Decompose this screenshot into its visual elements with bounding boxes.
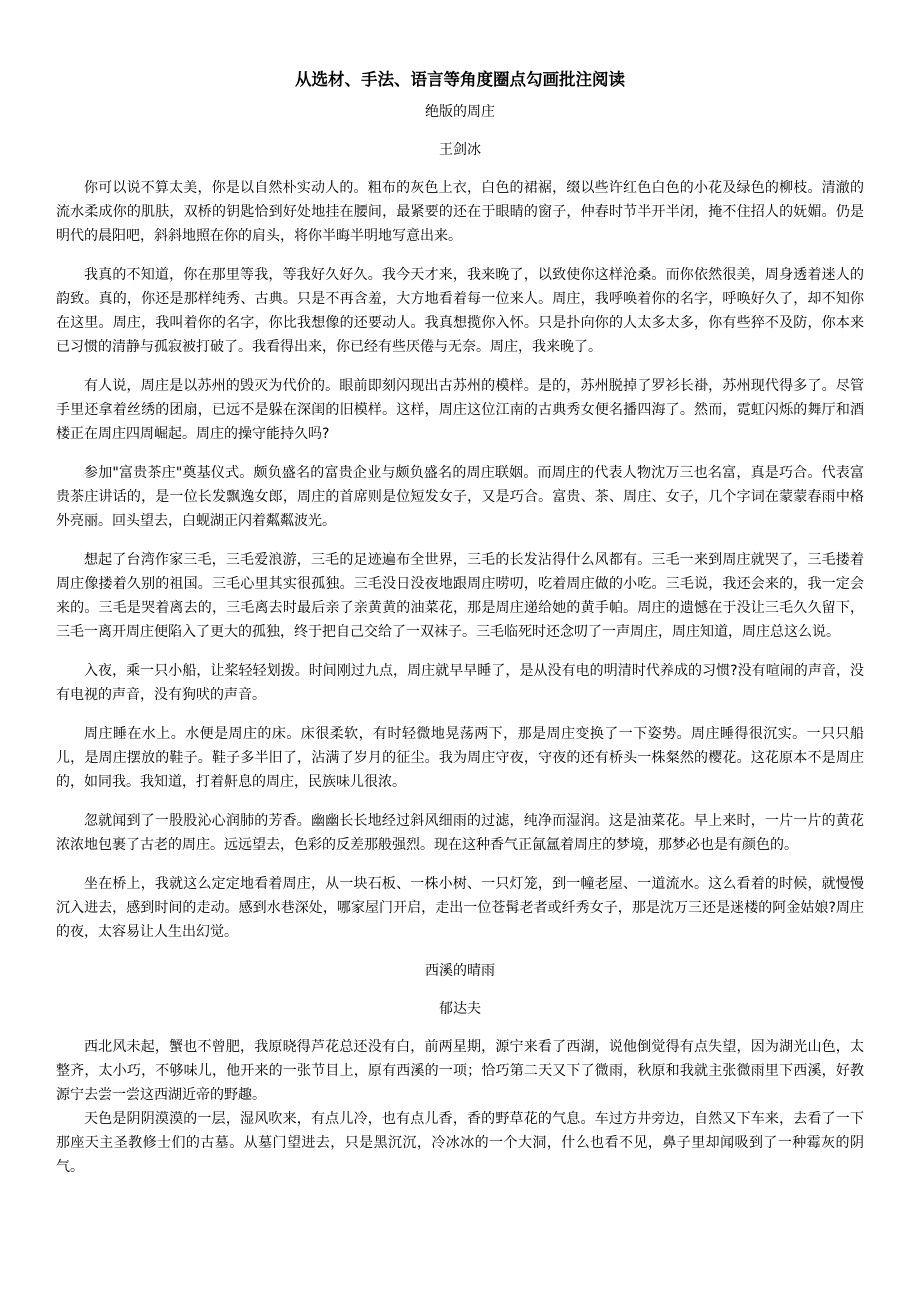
article2-paragraph-2: 天色是阴阴漠漠的一层，湿风吹来，有点儿冷，也有点儿香，香的野草花的气息。车过方井旁边，自然又下车来，去看了一下那座天主圣教修士们的古墓。从墓门望进去，只是黑沉沉，冷冰冰的一个大洞，什么也看不见，鼻子里却闻吸到了一种霉灰的阴气。	[56, 1111, 864, 1175]
article1-paragraph-9: 坐在桥上，我就这么定定地看着周庄，从一块石板、一株小树、一只灯笼，到一幢老屋、一道流水。这么看着的时候，就慢慢沉入进去，感到时间的走动。感到水巷深处，哪家屋门开启，走出一位苍髯老者或纤秀女子，那是沈万三还是迷楼的阿金姑娘?周庄的夜，太容易让人生出幻觉。	[56, 876, 864, 940]
article1-paragraph-7: 周庄睡在水上。水便是周庄的床。床很柔软，有时轻微地晃荡两下，那是周庄变换了一下姿势。周庄睡得很沉实。一只只船儿，是周庄摆放的鞋子。鞋子多半旧了，沾满了岁月的征尘。我为周庄守夜，守夜的还有桥头一株粲然的樱花。这花原本不是周庄的，如同我。我知道，打着鼾息的周庄，民族味儿很浓。	[56, 726, 864, 790]
article1-paragraph-5: 想起了台湾作家三毛，三毛爱浪游，三毛的足迹遍布全世界，三毛的长发沾得什么风都有。三毛一来到周庄就哭了，三毛搂着周庄像搂着久别的祖国。三毛心里其实很孤独。三毛没日没夜地跟周庄唠叨，吃着周庄做的小吃。三毛说，我还会来的，我一定会来的。三毛是哭着离去的，三毛离去时最后亲了亲黄黄的油菜花，那是周庄递给她的黄手帕。周庄的遗憾在于没让三毛久久留下，三毛一离开周庄便陷入了更大的孤独，终于把自己交给了一双袜子。三毛临死时还念叨了一声周庄，周庄知道，周庄总这么说。	[56, 552, 864, 640]
article1-paragraph-4: 参加"富贵茶庄"奠基仪式。颇负盛名的富贵企业与颇负盛名的周庄联姻。而周庄的代表人物沈万三也名富，真是巧合。代表富贵茶庄讲话的，是一位长发飘逸女郎，周庄的首席则是位短发女子，又是巧合。富贵、茶、周庄、女子，几个字词在蒙蒙春雨中格外亮丽。回头望去，白蚬湖正闪着粼粼波光。	[56, 465, 864, 529]
article1-paragraph-3: 有人说，周庄是以苏州的毁灭为代价的。眼前即刻闪现出古苏州的模样。是的，苏州脱掉了罗衫长褂，苏州现代得多了。尽管手里还拿着丝绣的团扇，已远不是躲在深闺的旧模样。这样，周庄这位江南的古典秀女便名播四海了。然而，霓虹闪烁的舞厅和酒楼正在周庄四周崛起。周庄的操守能持久吗?	[56, 378, 864, 442]
article2-title: 西溪的晴雨	[425, 963, 495, 979]
article1-title: 绝版的周庄	[425, 104, 495, 120]
article1-paragraph-2: 我真的不知道，你在那里等我，等我好久好久。我今天才来，我来晚了，以致使你这样沧桑。而你依然很美，周身透着迷人的韵致。真的，你还是那样纯秀、古典。只是不再含羞，大方地看着每一位来人。周庄，我呼唤着你的名字，呼唤好久了，却不知你在这里。周庄，我叫着你的名字，你比我想像的还要动人。我真想揽你入怀。只是扑向你的人太多太多，你有些猝不及防，你本来已习惯的清静与孤寂被打破了。我看得出来，你已经有些厌倦与无奈。周庄，我来晚了。	[56, 267, 864, 355]
article1-author: 王剑冰	[439, 142, 481, 158]
article1-paragraph-1: 你可以说不算太美，你是以自然朴实动人的。粗布的灰色上衣，白色的裙裾，缀以些许红色白色的小花及绿色的柳枝。清澈的流水柔成你的肌肤，双桥的钥匙恰到好处地挂在腰间，最紧要的还在于眼睛的窗子，仲春时节半开半闭，掩不住招人的妩媚。仍是明代的晨阳吧，斜斜地照在你的肩头，将你半晦半明地写意出来。	[56, 180, 864, 244]
document-page	[56, 66, 864, 1179]
document-title: 从选材、手法、语言等角度圈点勾画批注阅读	[295, 70, 625, 89]
article2-author: 郁达夫	[439, 1001, 481, 1017]
article2-paragraph-1: 西北风未起，蟹也不曾肥，我原晓得芦花总还没有白，前两星期，源宁来看了西湖，说他倒觉得有点失望，因为湖光山色，太整齐，太小巧，不够味儿，他开来的一张节目上，原有西溪的一项；恰巧第二天又下了微雨，秋原和我就主张微雨里下西溪，好教源宁去尝一尝这西湖近帝的野趣。	[56, 1039, 864, 1103]
article1-paragraph-8: 忽就闻到了一股股沁心润肺的芳香。幽幽长长地经过斜风细雨的过滤，纯净而湿润。这是油菜花。早上来时，一片一片的黄花浓浓地包裹了古老的周庄。远远望去，色彩的反差那般强烈。现在这种香气正氤氲着周庄的梦境，那梦必也是有颜色的。	[56, 813, 864, 853]
article1-paragraph-6: 入夜，乘一只小船，让桨轻轻划拨。时间刚过九点，周庄就早早睡了，是从没有电的明清时代养成的习惯?没有喧闹的声音，没有电视的声音，没有狗吠的声音。	[56, 663, 864, 703]
